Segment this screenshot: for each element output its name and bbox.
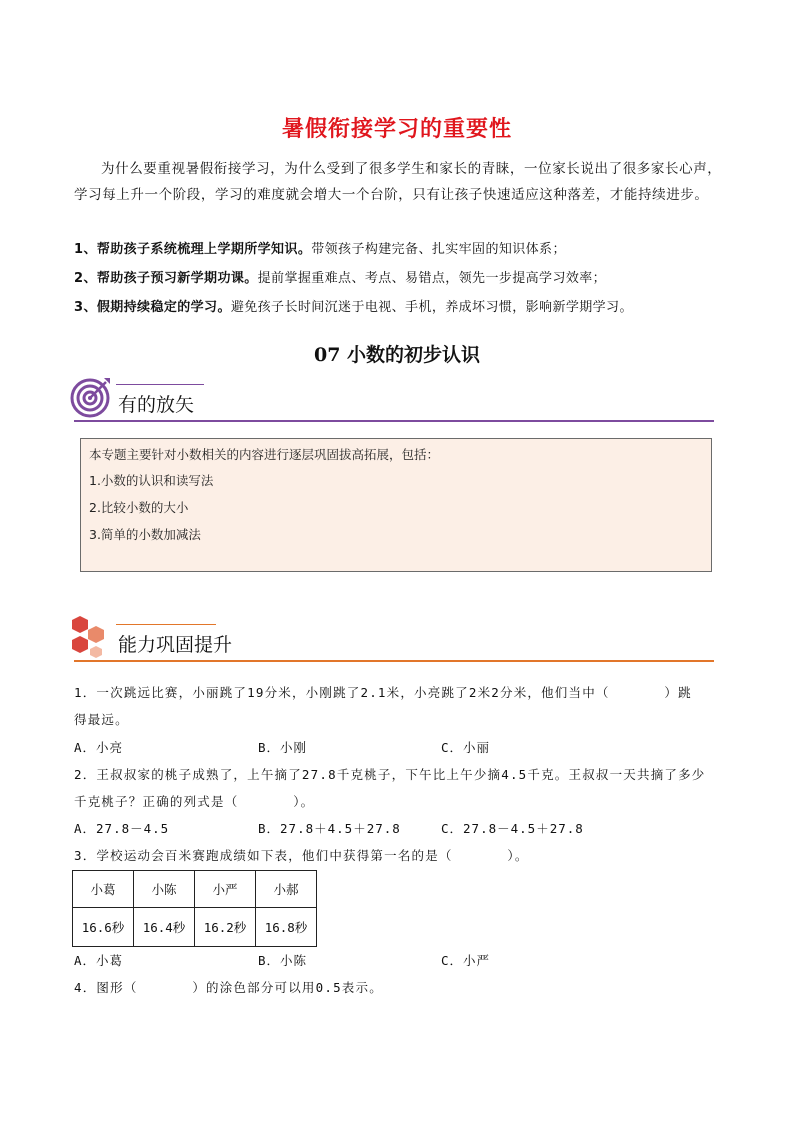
section2-divider <box>74 660 714 662</box>
q3-line1: 3．学校运动会百米赛跑成绩如下表，他们中获得第一名的是（ ）。 <box>74 848 529 863</box>
q2-line1: 2．王叔叔家的桃子成熟了，上午摘了27.8千克桃子，下午比上午少摘4.5千克。王叔叔一天共摘了多少 <box>74 767 706 782</box>
point-2-text: 提前掌握重难点、考点、易错点，领先一步提高学习效率； <box>257 271 607 286</box>
q4-line1: 4．图形（ ）的涂色部分可以用0.5表示。 <box>74 980 383 995</box>
table-header-cell: 小陈 <box>134 871 195 908</box>
q1-line2: 得最远。 <box>74 712 129 727</box>
q3-option-a[interactable]: A．小葛 <box>74 953 124 968</box>
goal-item-3: 3.简单的小数加减法 <box>89 527 201 542</box>
q2-line2: 千克桃子？正确的列式是（ ）。 <box>74 794 315 809</box>
q1-option-b[interactable]: B．小刚 <box>258 740 308 755</box>
q1-line1: 1．一次跳远比赛，小丽跳了19分米，小刚跳了2.1米，小亮跳了2米2分米，他们当中（ ）跳 <box>74 685 692 700</box>
goal-intro: 本专题主要针对小数相关的内容进行逐层巩固拔高拓展，包括： <box>89 447 440 462</box>
q3-option-c[interactable]: C．小严 <box>441 953 491 968</box>
main-title: 暑假衔接学习的重要性 <box>281 117 512 142</box>
section2-label: 能力巩固提升 <box>118 634 233 656</box>
table-header-row <box>73 871 317 908</box>
table-header-cell: 小葛 <box>73 871 134 908</box>
goal-item-2: 2.比较小数的大小 <box>89 500 189 515</box>
point-1 <box>74 238 734 257</box>
q2-option-c[interactable]: C．27.8－4.5＋27.8 <box>441 821 584 836</box>
goal-box <box>80 438 712 572</box>
point-3 <box>74 296 734 315</box>
point-2-bold: 2、帮助孩子预习新学期功课。 <box>74 271 258 286</box>
table-header-cell: 小郝 <box>256 871 317 908</box>
q2-option-b[interactable]: B．27.8＋4.5＋27.8 <box>258 821 401 836</box>
results-table <box>72 870 317 947</box>
q1-option-a[interactable]: A．小亮 <box>74 740 124 755</box>
point-1-text: 带领孩子构建完备、扎实牢固的知识体系； <box>311 242 566 257</box>
point-1-bold: 1、帮助孩子系统梳理上学期所学知识。 <box>74 242 312 257</box>
q2-option-a[interactable]: A．27.8－4.5 <box>74 821 170 836</box>
section2-label-rule <box>116 624 216 625</box>
section1-label: 有的放矢 <box>118 394 195 416</box>
point-2 <box>74 267 734 286</box>
table-cell: 16.8秒 <box>256 908 317 947</box>
table-cell: 16.2秒 <box>195 908 256 947</box>
goal-item-1: 1.小数的认识和读写法 <box>89 473 214 488</box>
table-header-cell: 小严 <box>195 871 256 908</box>
lesson-title: 07 小数的初步认识 <box>313 344 481 366</box>
target-icon <box>70 376 112 418</box>
q1-option-c[interactable]: C．小丽 <box>441 740 491 755</box>
table-cell: 16.6秒 <box>73 908 134 947</box>
table-cell: 16.4秒 <box>134 908 195 947</box>
intro-paragraph: 为什么要重视暑假衔接学习，为什么受到了很多学生和家长的青睐，一位家长说出了很多家长心声，学习每上升一个阶段，学习的难度就会增大一个台阶，只有让孩子快速适应这种落差，才能持续进步。 <box>74 161 722 203</box>
q3-option-b[interactable]: B．小陈 <box>258 953 308 968</box>
hexagon-molecule-icon <box>68 614 112 662</box>
section1-divider <box>74 420 714 422</box>
point-3-text: 避免孩子长时间沉迷于电视、手机，养成坏习惯，影响新学期学习。 <box>230 300 633 315</box>
section1-label-rule <box>116 384 204 385</box>
point-3-bold: 3、假期持续稳定的学习。 <box>74 300 231 315</box>
table-row <box>73 908 317 947</box>
